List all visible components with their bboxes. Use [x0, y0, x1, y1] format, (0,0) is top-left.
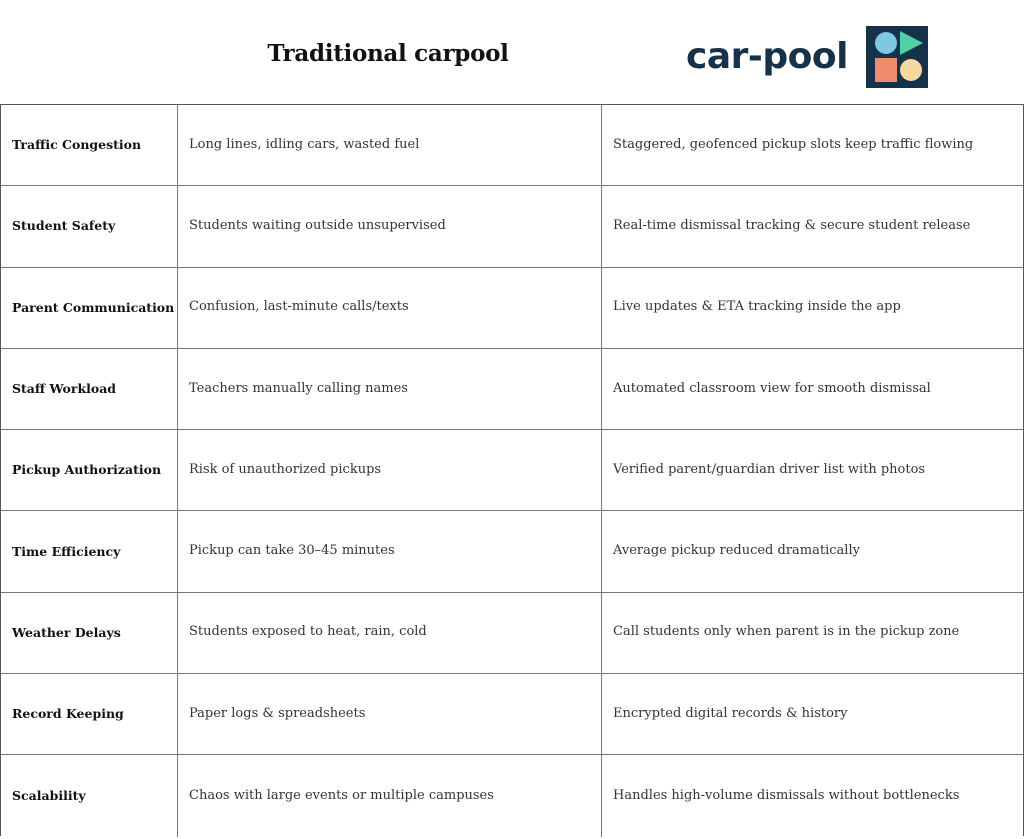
carpool-cell: Automated classroom view for smooth dismissal: [601, 349, 1023, 429]
traditional-cell: Risk of unauthorized pickups: [177, 430, 601, 510]
traditional-cell: Paper logs & spreadsheets: [177, 674, 601, 754]
traditional-cell: Pickup can take 30–45 minutes: [177, 511, 601, 591]
category-cell: Parent Communication: [12, 299, 175, 315]
comparison-header: [0, 0, 1024, 104]
table-row: [1, 105, 1023, 186]
traditional-cell: Long lines, idling cars, wasted fuel: [177, 105, 601, 185]
traditional-cell: Teachers manually calling names: [177, 349, 601, 429]
logo-square: [875, 58, 897, 82]
category-cell: Scalability: [12, 787, 86, 803]
table-row: [1, 674, 1023, 755]
table-row: [1, 511, 1023, 592]
carpool-cell: Staggered, geofenced pickup slots keep traffic flowing: [601, 105, 1023, 185]
traditional-cell: Students waiting outside unsupervised: [177, 186, 601, 266]
comparison-table: [0, 104, 1024, 836]
category-cell: Student Safety: [12, 218, 116, 234]
brand-wordmark: car-pool: [686, 36, 848, 77]
carpool-cell: Encrypted digital records & history: [601, 674, 1023, 754]
category-cell: Record Keeping: [12, 706, 124, 722]
carpool-brand: [686, 26, 928, 88]
category-cell: Weather Delays: [12, 624, 121, 640]
traditional-cell: Confusion, last-minute calls/texts: [177, 268, 601, 348]
carpool-cell: Handles high-volume dismissals without bottlenecks: [601, 755, 1023, 836]
category-cell: Traffic Congestion: [12, 137, 142, 153]
logo-small-circle: [900, 59, 922, 81]
table-row: [1, 430, 1023, 511]
carpool-cell: Average pickup reduced dramatically: [601, 511, 1023, 591]
table-row: [1, 186, 1023, 267]
logo-circle: [875, 32, 897, 54]
traditional-cell: Chaos with large events or multiple campuses: [177, 755, 601, 836]
table-row: [1, 268, 1023, 349]
carpool-cell: Verified parent/guardian driver list with photos: [601, 430, 1023, 510]
carpool-cell: Call students only when parent is in the pickup zone: [601, 593, 1023, 673]
carpool-cell: Real-time dismissal tracking & secure student release: [601, 186, 1023, 266]
table-row: [1, 755, 1023, 836]
category-cell: Pickup Authorization: [12, 462, 162, 478]
carpool-cell: Live updates & ETA tracking inside the app: [601, 268, 1023, 348]
traditional-cell: Students exposed to heat, rain, cold: [177, 593, 601, 673]
category-cell: Time Efficiency: [12, 543, 121, 559]
category-cell: Staff Workload: [12, 380, 117, 396]
carpool-logo-icon: [866, 26, 928, 88]
traditional-column-title: Traditional carpool: [267, 40, 509, 67]
table-row: [1, 593, 1023, 674]
table-row: [1, 349, 1023, 430]
